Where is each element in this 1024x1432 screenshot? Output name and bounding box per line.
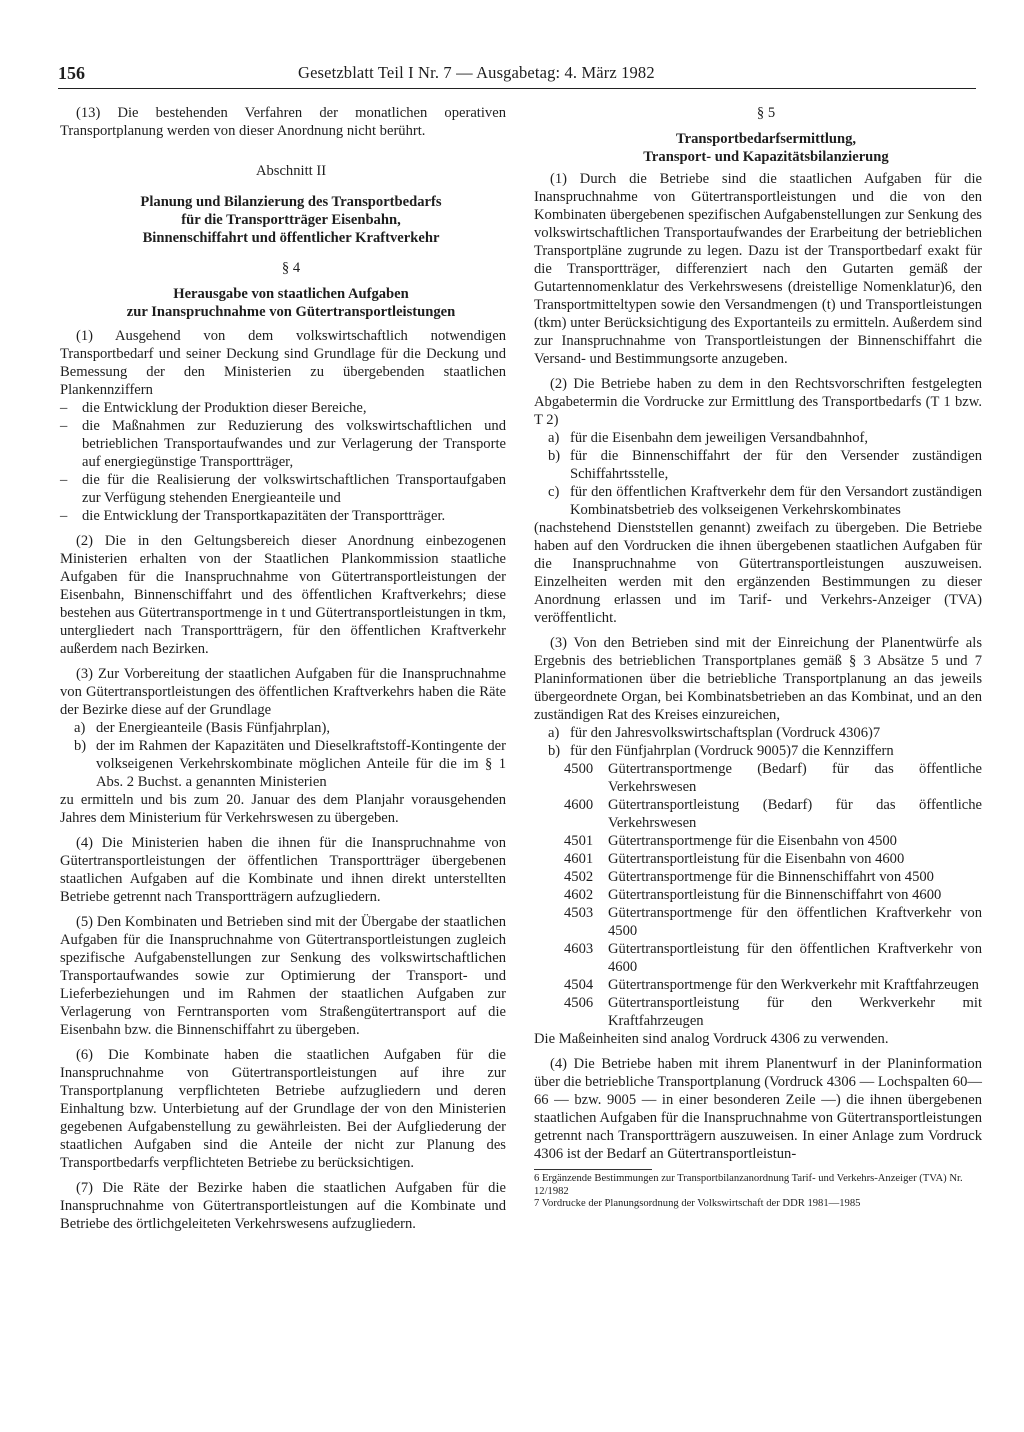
item-text: für den Fünfjahrplan (Vordruck 9005)7 die Kennziffern [570, 743, 894, 759]
footnote-7: 7 Vordrucke der Planungsordnung der Volkswirtschaft der DDR 1981—1985 [534, 1198, 861, 1209]
paragraph-5-2-end: (nachstehend Dienststellen genannt) zweifach zu übergeben. Die Betriebe haben auf den Vordrucken die ihnen übergebenen staatlichen Aufgaben für die Inanspruchnahme von Gütertransportleistungen auszuweisen. Einzelheiten werden mit den ergänzenden Bestimmungen zu dieser Anordnung erlassen und im Tarif- und Verkehrs-Anzeiger (TVA) veröffentlicht. [534, 520, 982, 626]
list-item [548, 483, 982, 519]
paragraph-13: (13) Die bestehenden Verfahren der monatlichen operativen Transportplanung werden von dieser Anordnung nicht berührt. [60, 105, 506, 139]
footnote-6: 6 Ergänzende Bestimmungen zur Transportbilanzanordnung Tarif- und Verkehrs-Anzeiger (TVA) Nr. 12/1982 [534, 1173, 963, 1197]
indicator-code: 4506 [564, 995, 594, 1011]
section-4-title-line: Herausgabe von staatlichen Aufgaben [173, 286, 409, 302]
section-title-line: Planung und Bilanzierung des Transportbedarfs [140, 194, 442, 210]
list-item [548, 724, 982, 742]
indicator-text: Gütertransportleistung (Bedarf) für das öffentliche Verkehrswesen [608, 797, 982, 831]
list-item [548, 447, 982, 483]
list-item: – die für die Realisierung der volkswirtschaftlichen Transportaufgaben zur Verfügung stehenden Energieanteile und [60, 471, 506, 507]
section-5-title-line: Transportbedarfsermittlung, [675, 131, 857, 147]
section-5-title [534, 130, 982, 166]
list-item [74, 737, 506, 791]
page-header [58, 62, 976, 89]
indicator-row [564, 904, 982, 940]
right-column [534, 104, 982, 1414]
paragraph-sign-5: § 5 [756, 105, 776, 121]
indicator-text: Gütertransportmenge für die Binnenschiffahrt von 4500 [608, 869, 934, 885]
lettered-list [74, 719, 506, 791]
section-4-title-line: zur Inanspruchnahme von Gütertransportleistungen [126, 304, 456, 320]
section-4-title [60, 285, 506, 321]
left-column [60, 104, 506, 1414]
item-letter: a) [548, 725, 560, 741]
paragraph-4-2: (2) Die in den Geltungsbereich dieser Anordnung einbezogenen Ministerien erhalten von der Staatlichen Plankommission staatliche Aufgaben für die Inanspruchnahme von Gütertransportleistungen der Eisenbahn, Binnenschiffahrt und des öffentlichen Kraftverkehrs; diese bestehen aus Gütertransportmenge in t und Gütertransportleistungen in tkm, untergliedert nach Transportträgern, für den öffentlichen Kraftverkehr außerdem nach Bezirken. [60, 533, 506, 657]
indicator-text: Gütertransportmenge für den öffentlichen Kraftverkehr von 4500 [608, 905, 982, 939]
indicator-text: Gütertransportmenge für die Eisenbahn von 4500 [608, 833, 897, 849]
dash-list [60, 399, 506, 525]
indicator-row [564, 940, 982, 976]
item-text: der im Rahmen der Kapazitäten und Dieselkraftstoff-Kontingente der volkseigenen Verkehrskombinate möglichen Anteile für die im § 1 Abs. 2 Buchst. a genannten Ministerien [96, 738, 506, 790]
indicator-code: 4502 [564, 869, 594, 885]
indicator-row [564, 976, 982, 994]
paragraph-4-5: (5) Den Kombinaten und Betrieben sind mit der Übergabe der staatlichen Aufgaben für die Inanspruchnahme von Gütertransportleistungen zugleich spezifische Aufgabenstellungen zur Senkung des volkswirtschaftlichen Transportaufwandes sowie zur Optimierung der Transport- und Lieferbeziehungen und im Rahmen der staatlichen Aufgaben zur Verlagerung von Ferntransporten vom Straßengütertransport auf die Eisenbahn bzw. die Binnenschiffahrt zu übergeben. [60, 914, 506, 1038]
indicator-text: Gütertransportleistung für die Eisenbahn von 4600 [608, 851, 905, 867]
item-letter: a) [548, 430, 560, 446]
indicator-code: 4603 [564, 941, 594, 957]
item-text: für den öffentlichen Kraftverkehr dem für den Versandort zuständigen Kombinatsbetrieb des volkseigenen Verkehrskombinates [570, 484, 982, 518]
indicator-row [564, 886, 982, 904]
indicator-list [564, 760, 982, 1030]
item-letter: b) [548, 448, 561, 464]
paragraph-4-3: (3) Zur Vorbereitung der staatlichen Aufgaben für die Inanspruchnahme von Gütertransportleistungen des öffentlichen Kraftverkehrs haben die Räte der Bezirke diese auf der Grundlage [60, 666, 506, 718]
indicator-row [564, 850, 982, 868]
item-letter: c) [548, 484, 560, 500]
paragraph-4-1: (1) Ausgehend von dem volkswirtschaftlich notwendigen Transportbedarf und seiner Deckung sind Grundlage für die Deckung und Bemessung der den Ministerien zu übergebenden staatlichen Plankennziffern [60, 328, 506, 398]
indicator-code: 4600 [564, 797, 594, 813]
indicator-code: 4501 [564, 833, 594, 849]
paragraph-5-3: (3) Von den Betrieben sind mit der Einreichung der Planentwürfe als Ergebnis des betrieblichen Transportplanes gemäß § 3 Absätze 5 und 7 Planinformationen über die betriebliche Transportplanung an das jeweils übergeordnete Organ, bei Kombinatsbetrieben an das Kombinat, und an den zuständigen Rat des Kreises einzureichen, [534, 635, 982, 723]
paragraph-4-6: (6) Die Kombinate haben die staatlichen Aufgaben für die Inanspruchnahme von Gütertransportleistungen auf ihre zur Transportplanung verpflichteten Betriebe aufzugliedern und deren Einhaltung bzw. Unterbietung auf der Grundlage der von den Ministerien gegebenen Aufgabenstellung zu gewährleisten. Bei der Aufgliederung der staatlichen Aufgaben sind die Anteile der nicht zur Planung des Transportbedarfs verpflichteten Betriebe zu berücksichtigen. [60, 1047, 506, 1171]
indicator-code: 4601 [564, 851, 594, 867]
section-heading: Abschnitt II [255, 163, 327, 179]
section-title [60, 193, 506, 247]
indicator-code: 4602 [564, 887, 594, 903]
item-text: für die Eisenbahn dem jeweiligen Versandbahnhof, [570, 430, 869, 446]
paragraph-5-2: (2) Die Betriebe haben zu dem in den Rechtsvorschriften festgelegten Abgabetermin die Vordrucke zur Ermittlung des Transportbedarfs (T 1 bzw. T 2) [534, 376, 982, 428]
footnote-rule [534, 1169, 652, 1170]
item-text: der Energieanteile (Basis Fünfjahrplan), [96, 720, 330, 736]
section-title-line: für die Transportträger Eisenbahn, [181, 212, 401, 228]
indicator-row [564, 760, 982, 796]
indicator-text: Gütertransportmenge (Bedarf) für das öffentliche Verkehrswesen [608, 761, 982, 795]
running-title: Gesetzblatt Teil I Nr. 7 — Ausgabetag: 4. März 1982 [298, 63, 655, 82]
item-letter: a) [74, 720, 86, 736]
item-text: für die Binnenschiffahrt der für den Versender zuständigen Schiffahrtsstelle, [570, 448, 982, 482]
footnotes [534, 1173, 982, 1211]
list-item: – die Maßnahmen zur Reduzierung des volkswirtschaftlichen und betrieblichen Transportaufwandes und zur Verlagerung der Transporte auf energiegünstige Transportträger, [60, 417, 506, 471]
item-text: für den Jahresvolkswirtschaftsplan (Vordruck 4306)7 [570, 725, 881, 741]
list-item [548, 429, 982, 447]
indicator-row [564, 796, 982, 832]
indicator-text: Gütertransportmenge für den Werkverkehr mit Kraftfahrzeugen [608, 977, 979, 993]
item-letter: b) [74, 738, 87, 754]
indicator-row [564, 994, 982, 1030]
indicator-text: Gütertransportleistung für den Werkverkehr mit Kraftfahrzeugen [608, 995, 982, 1029]
page-number: 156 [58, 63, 85, 83]
lettered-list [548, 429, 982, 519]
indicator-text: Gütertransportleistung für die Binnenschiffahrt von 4600 [608, 887, 942, 903]
section-5-title-line: Transport- und Kapazitätsbilanzierung [643, 149, 889, 165]
indicator-code: 4503 [564, 905, 594, 921]
list-item [74, 719, 506, 737]
paragraph-5-3-end: Die Maßeinheiten sind analog Vordruck 4306 zu verwenden. [534, 1031, 889, 1047]
indicator-row [564, 832, 982, 850]
indicator-row [564, 868, 982, 886]
section-title-line: Binnenschiffahrt und öffentlicher Kraftverkehr [142, 230, 440, 246]
list-item: – die Entwicklung der Produktion dieser Bereiche, [60, 399, 506, 417]
indicator-text: Gütertransportleistung für den öffentlichen Kraftverkehr von 4600 [608, 941, 982, 975]
indicator-code: 4504 [564, 977, 594, 993]
item-letter: b) [548, 743, 561, 759]
list-item: – die Entwicklung der Transportkapazitäten der Transportträger. [60, 507, 506, 525]
paragraph-4-7: (7) Die Räte der Bezirke haben die staatlichen Aufgaben für die Inanspruchnahme von Gütertransportleistungen auf die Kombinate und Betriebe des örtlichgeleiteten Verkehrswesens aufzugliedern. [60, 1180, 506, 1232]
list-item [548, 742, 982, 760]
indicator-code: 4500 [564, 761, 594, 777]
paragraph-4-3-end: zu ermitteln und bis zum 20. Januar des dem Planjahr vorausgehenden Jahres dem Ministerium für Verkehrswesen zu übergeben. [60, 792, 506, 826]
paragraph-4-4: (4) Die Ministerien haben die ihnen für die Inanspruchnahme von Gütertransportleistungen der öffentlichen Transportträger übergebenen staatlichen Aufgaben auf die Kombinate und ihnen direkt unterstellten Betriebe getrennt nach Transportträgern aufzugliedern. [60, 835, 506, 905]
lettered-list [548, 724, 982, 760]
paragraph-5-1: (1) Durch die Betriebe sind die staatlichen Aufgaben für die Inanspruchnahme von Gütertransportleistungen und die von den Kombinaten übergebenen spezifischen Aufgabenstellungen zur Senkung des volkswirtschaftlichen Transportaufwandes der Erarbeitung der betrieblichen Transportpläne zugrunde zu legen. Dazu ist der Transportbedarf exakt für die Transportträger, differenziert nach den Gutarten gemäß der Gutartennomenklatur des Verkehrswesens (dreistellige Nomenklatur)6, den Transportmitteltypen sowie den Versandmengen (t) und Transportleistungen (tkm) unter Berücksichtigung des Exportanteils zu ermitteln. Außerdem sind zur Inanspruchnahme von Transportleistungen der Binnenschiffahrt die Versand- und Bestimmungsorte anzugeben. [534, 171, 982, 367]
paragraph-5-4: (4) Die Betriebe haben mit ihrem Planentwurf in der Planinformation über die betriebliche Transportplanung (Vordruck 4306 — Lochspalten 60—66 — bzw. 9005 — in einer besonderen Zeile —) die ihnen übergebenen staatlichen Aufgaben für die Inanspruchnahme von Gütertransportleistungen getrennt nach Transportträgern auszuweisen. In einer Anlage zum Vordruck 4306 ist der Bedarf an Gütertransportleistun- [534, 1056, 982, 1162]
paragraph-sign-4: § 4 [281, 260, 301, 276]
